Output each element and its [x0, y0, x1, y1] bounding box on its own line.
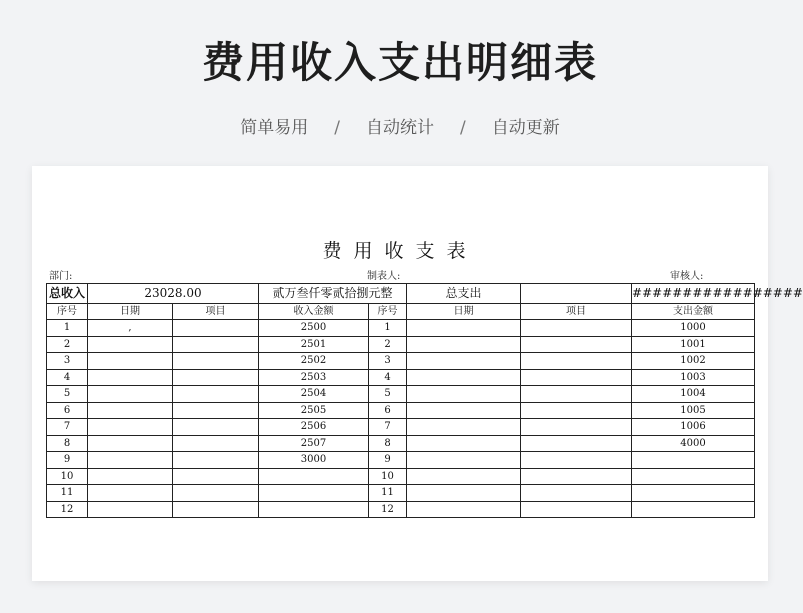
table-row — [47, 386, 755, 403]
column-header[interactable]: 日期 — [88, 304, 173, 320]
cell-out-item[interactable] — [521, 386, 632, 403]
table-row — [47, 452, 755, 469]
cell-in-item[interactable] — [173, 320, 259, 337]
cell-out-date[interactable] — [407, 369, 521, 386]
cell-in-amount[interactable] — [259, 501, 369, 518]
ledger-table — [46, 283, 803, 518]
cell-in-item[interactable] — [173, 336, 259, 353]
cell-in-item[interactable] — [173, 435, 259, 452]
cell-in-no[interactable]: 7 — [47, 419, 88, 436]
table-row — [47, 336, 755, 353]
cell-out-amount[interactable]: 4000 — [632, 435, 755, 452]
column-header[interactable]: 支出金额 — [632, 304, 755, 320]
cell-out-amount[interactable]: 1004 — [632, 386, 755, 403]
table-row — [47, 435, 755, 452]
cell-out-date[interactable] — [407, 419, 521, 436]
cell-out-no[interactable]: 10 — [369, 468, 407, 485]
cell-out-no[interactable]: 8 — [369, 435, 407, 452]
total-income-value[interactable]: 23028.00 — [88, 284, 259, 304]
cell-in-item[interactable] — [173, 468, 259, 485]
cell-out-no[interactable]: 5 — [369, 386, 407, 403]
cell-out-item[interactable] — [521, 320, 632, 337]
cell-in-amount[interactable] — [259, 485, 369, 502]
cell-out-amount[interactable]: 1006 — [632, 419, 755, 436]
cell-out-amount[interactable] — [632, 485, 755, 502]
cell-in-item[interactable] — [173, 353, 259, 370]
sheet-title: 费用收支表 — [322, 240, 478, 262]
cell-out-no[interactable]: 2 — [369, 336, 407, 353]
department-label: 部门: — [49, 271, 73, 282]
cell-out-date[interactable] — [407, 336, 521, 353]
cell-out-amount[interactable]: 1005 — [632, 402, 755, 419]
summary-row — [47, 284, 755, 304]
cell-in-date[interactable] — [88, 386, 173, 403]
cell-in-amount[interactable]: 2503 — [259, 369, 369, 386]
cell-in-amount[interactable]: 2505 — [259, 402, 369, 419]
subtitle-separator: / — [334, 118, 340, 138]
cell-in-date[interactable] — [88, 501, 173, 518]
cell-out-no[interactable]: 9 — [369, 452, 407, 469]
cell-in-item[interactable] — [173, 386, 259, 403]
cell-out-item[interactable] — [521, 501, 632, 518]
cell-out-date[interactable] — [407, 435, 521, 452]
subtitle-item: 自动更新 — [491, 118, 560, 138]
cell-out-amount[interactable] — [632, 468, 755, 485]
table-row — [47, 402, 755, 419]
cell-out-date[interactable] — [407, 386, 521, 403]
header-row — [47, 304, 755, 320]
cell-in-date[interactable] — [88, 468, 173, 485]
cell-out-item[interactable] — [521, 485, 632, 502]
cell-in-no[interactable]: 4 — [47, 369, 88, 386]
column-header[interactable]: 收入金额 — [259, 304, 369, 320]
total-expense-value[interactable] — [521, 284, 632, 304]
cell-out-date[interactable] — [407, 353, 521, 370]
cell-out-amount[interactable]: 1003 — [632, 369, 755, 386]
cell-out-amount[interactable] — [632, 452, 755, 469]
cell-in-amount[interactable]: 2507 — [259, 435, 369, 452]
total-expense-label[interactable]: 总支出 — [407, 284, 521, 304]
cell-out-item[interactable] — [521, 468, 632, 485]
cell-in-no[interactable]: 2 — [47, 336, 88, 353]
cell-out-date[interactable] — [407, 452, 521, 469]
cell-in-no[interactable]: 12 — [47, 501, 88, 518]
column-header[interactable]: 序号 — [369, 304, 407, 320]
cell-in-no[interactable]: 3 — [47, 353, 88, 370]
cell-out-item[interactable] — [521, 435, 632, 452]
cell-out-item[interactable] — [521, 369, 632, 386]
cell-in-item[interactable] — [173, 419, 259, 436]
cell-in-item[interactable] — [173, 369, 259, 386]
table-row — [47, 353, 755, 370]
cell-out-item[interactable] — [521, 353, 632, 370]
column-header[interactable]: 项目 — [173, 304, 259, 320]
subtitle-item: 自动统计 — [366, 118, 434, 138]
total-income-label[interactable]: 总收入 — [47, 284, 88, 304]
cell-in-no[interactable]: 6 — [47, 402, 88, 419]
cell-in-amount[interactable] — [259, 468, 369, 485]
cell-in-date[interactable] — [88, 369, 173, 386]
cell-out-amount[interactable] — [632, 501, 755, 518]
cell-out-item[interactable] — [521, 419, 632, 436]
cell-out-no[interactable]: 6 — [369, 402, 407, 419]
cell-in-date[interactable] — [88, 452, 173, 469]
preparer-label: 制表人: — [367, 271, 401, 282]
table-row — [47, 369, 755, 386]
subtitle-separator: / — [460, 118, 466, 138]
cell-out-date[interactable] — [407, 501, 521, 518]
cell-out-no[interactable]: 1 — [369, 320, 407, 337]
cell-out-date[interactable] — [407, 402, 521, 419]
cell-in-item[interactable] — [173, 402, 259, 419]
cell-out-no[interactable]: 12 — [369, 501, 407, 518]
cell-in-date[interactable]: , — [88, 320, 173, 337]
cell-in-no[interactable]: 9 — [47, 452, 88, 469]
cell-in-date[interactable] — [88, 435, 173, 452]
cell-out-no[interactable]: 4 — [369, 369, 407, 386]
cell-out-no[interactable]: 11 — [369, 485, 407, 502]
cell-out-date[interactable] — [407, 485, 521, 502]
reviewer-label: 审核人: — [670, 271, 704, 282]
cell-out-no[interactable]: 3 — [369, 353, 407, 370]
cell-out-date[interactable] — [407, 320, 521, 337]
table-row — [47, 485, 755, 502]
cell-in-no[interactable]: 11 — [47, 485, 88, 502]
subtitle-item: 简单易用 — [240, 118, 309, 138]
cell-out-amount[interactable]: 1000 — [632, 320, 755, 337]
cell-in-item[interactable] — [173, 485, 259, 502]
cell-in-no[interactable]: 10 — [47, 468, 88, 485]
spreadsheet-sheet — [32, 166, 803, 581]
cell-out-item[interactable] — [521, 452, 632, 469]
cell-in-date[interactable] — [88, 402, 173, 419]
table-row — [47, 320, 755, 337]
total-income-words[interactable]: 贰万叁仟零贰拾捌元整 — [259, 284, 407, 304]
cell-out-item[interactable] — [521, 402, 632, 419]
cell-out-date[interactable] — [407, 468, 521, 485]
subtitle — [0, 113, 800, 138]
cell-in-amount[interactable]: 3000 — [259, 452, 369, 469]
cell-in-no[interactable]: 5 — [47, 386, 88, 403]
cell-in-date[interactable] — [88, 419, 173, 436]
cell-in-item[interactable] — [173, 501, 259, 518]
cell-in-item[interactable] — [173, 452, 259, 469]
cell-in-amount[interactable]: 2504 — [259, 386, 369, 403]
cell-in-date[interactable] — [88, 336, 173, 353]
cell-out-no[interactable]: 7 — [369, 419, 407, 436]
table-row — [47, 419, 755, 436]
cell-out-item[interactable] — [521, 336, 632, 353]
cell-in-no[interactable]: 8 — [47, 435, 88, 452]
cell-in-amount[interactable]: 2506 — [259, 419, 369, 436]
cell-in-amount[interactable]: 2502 — [259, 353, 369, 370]
cell-out-amount[interactable]: 1002 — [632, 353, 755, 370]
page-title: 费用收入支出明细表 — [201, 38, 598, 87]
table-row — [47, 501, 755, 518]
cell-out-amount[interactable]: 1001 — [632, 336, 755, 353]
column-header[interactable]: 项目 — [521, 304, 632, 320]
total-expense-words[interactable]: ################# — [632, 284, 755, 304]
column-header[interactable]: 日期 — [407, 304, 521, 320]
cell-in-no[interactable]: 1 — [47, 320, 88, 337]
cell-in-amount[interactable]: 2501 — [259, 336, 369, 353]
column-header[interactable]: 序号 — [47, 304, 88, 320]
cell-in-date[interactable] — [88, 353, 173, 370]
cell-in-date[interactable] — [88, 485, 173, 502]
table-row — [47, 468, 755, 485]
cell-in-amount[interactable]: 2500 — [259, 320, 369, 337]
